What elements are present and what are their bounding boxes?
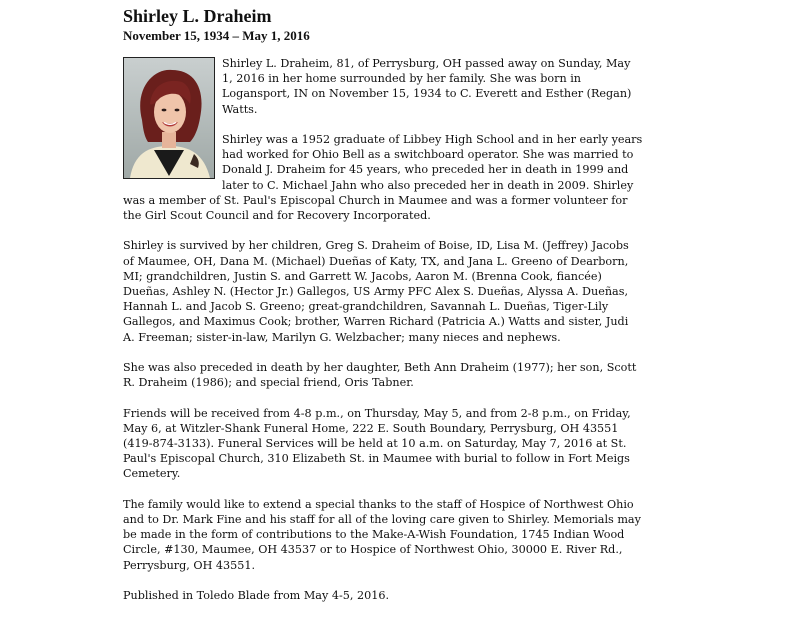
- obituary-name: Shirley L. Draheim: [123, 6, 272, 26]
- paragraph-services: Friends will be received from 4-8 p.m., on Thursday, May 5, and from 2-8 p.m., on Friday, May 6, at Witzler-Shank Funeral Home, 222 E. South Boundary, Perrysburg, OH 43551 (419-874-3133). Funeral Services will be held at 10 a.m. on Saturday, May 7, 2016 at St. Paul's Episcopal Church, 310 Elizabeth St. in Maumee with burial to follow in Fort Meigs Cemetery.: [123, 406, 631, 481]
- obituary-body: [123, 56, 643, 603]
- paragraph-survivors: Shirley is survived by her children, Greg S. Draheim of Boise, ID, Lisa M. (Jeffrey) Jacobs of Maumee, OH, Dana M. (Michael) Dueñas of Katy, TX, and Jana L. Greeno of Dearborn, MI; grandchildren, Justin S. and Garrett W. Jacobs, Aaron M. (Brenna Cook, fiancée) Dueñas, Ashley N. (Hector Jr.) Gallegos, US Army PFC Alex S. Dueñas, Alyssa A. Dueñas, Hannah L. and Jacob S. Greeno; great-grandchildren, Savannah L. Dueñas, Tiger-Lily Gallegos, and Maximus Cook; brother, Warren Richard (Patricia A.) Watts and sister, Judi A. Freeman; sister-in-law, Marilyn G. Welzbacher; many nieces and nephews.: [123, 239, 629, 344]
- portrait-image: [124, 58, 214, 178]
- paragraph-memorials: The family would like to extend a special thanks to the staff of Hospice of Northwest Ohio and to Dr. Mark Fine and his staff for all of the loving care given to Shirley. Memorials may be made in the form of contributions to the Make-A-Wish Foundation, 1745 Indian Wood Circle, #130, Maumee, OH 43537 or to Hospice of Northwest Ohio, 30000 E. River Rd., Perrysburg, OH 43551.: [123, 497, 641, 572]
- paragraph-life: Shirley was a 1952 graduate of Libbey High School and in her early years had worked for Ohio Bell as a switchboard operator. She was married to Donald J. Draheim for 45 years, who preceded her in death in 1999 and later to C. Michael Jahn who also preceded her in death in 2009. Shirley was a member of St. Paul's Episcopal Church in Maumee and was a former volunteer for the Girl Scout Council and for Recovery Incorporated.: [123, 133, 643, 223]
- paragraph-intro: Shirley L. Draheim, 81, of Perrysburg, OH passed away on Sunday, May 1, 2016 in her home surrounded by her family. She was born in Logansport, IN on November 15, 1934 to C. Everett and Esther (Regan) Watts.: [222, 57, 632, 116]
- paragraph-published: Published in Toledo Blade from May 4-5, 2016.: [123, 589, 390, 603]
- obituary-dates: November 15, 1934 – May 1, 2016: [123, 28, 310, 43]
- obituary-page: [123, 6, 643, 618]
- portrait-photo: [123, 57, 215, 179]
- paragraph-preceded: She was also preceded in death by her daughter, Beth Ann Draheim (1977); her son, Scott R. Draheim (1986); and special friend, Oris Tabner.: [123, 361, 637, 390]
